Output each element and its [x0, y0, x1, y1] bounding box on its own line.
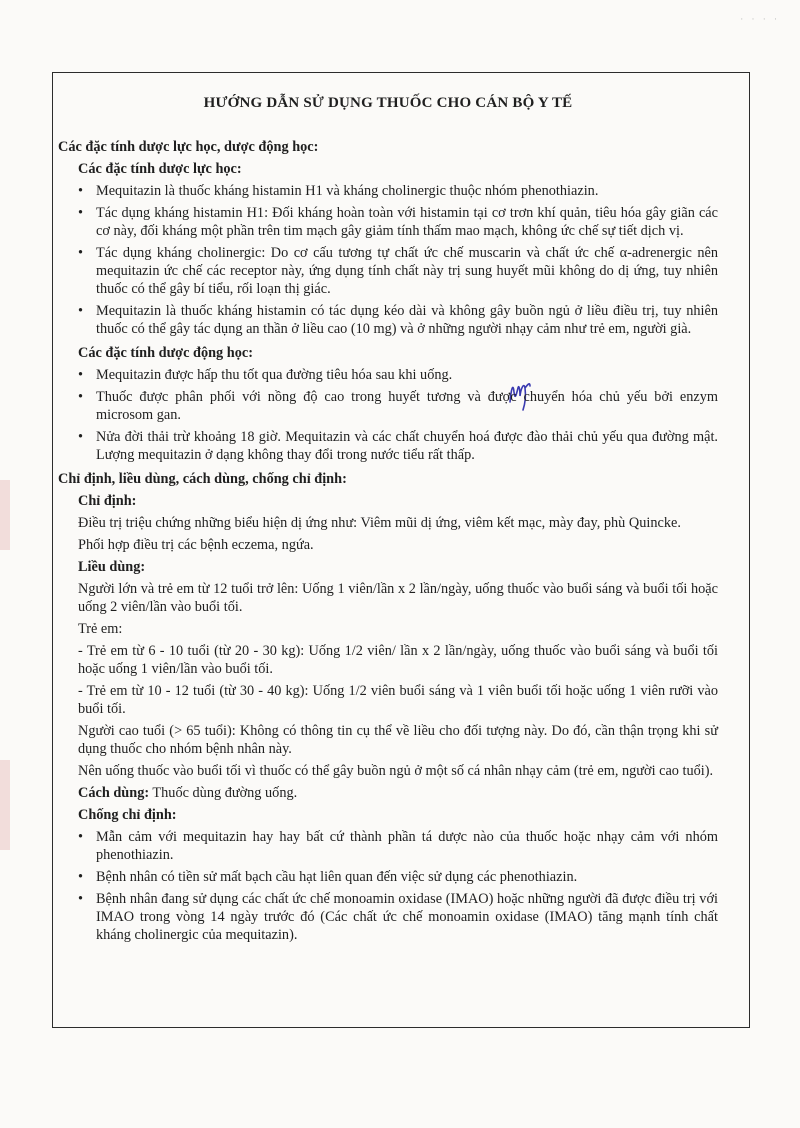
contraindications-list [58, 828, 718, 944]
list-item: • Bệnh nhân có tiền sử mất bạch cầu hạt liên quan đến việc sử dụng các phenothiazin. [58, 868, 718, 886]
subheading-contraindications: Chống chỉ định: [78, 807, 177, 823]
list-item: • Mẫn cảm với mequitazin hay hay bất cứ thành phần tá dược nào của thuốc hoặc nhạy cảm với nhóm phenothiazin. [58, 828, 718, 864]
section-heading-pharmacology: Các đặc tính dược lực học, dược động học: [58, 139, 319, 155]
paragraph: Trẻ em: [78, 621, 123, 637]
administration-label: Cách dùng: [78, 785, 150, 801]
list-item: • Mequitazin là thuốc kháng histamin có tác dụng kéo dài và không gây buồn ngủ ở liều điều trị, tuy nhiên thuốc có thể gây tác dụng an thần ở liều cao (10 mg) và ở những người nhạy cảm như trẻ em, người già. [58, 302, 718, 338]
document-title: HƯỚNG DẪN SỬ DỤNG THUỐC CHO CÁN BỘ Y TẾ [203, 95, 573, 111]
pharmacodynamics-list [58, 182, 718, 338]
list-item: • Thuốc được phân phối với nồng độ cao trong huyết tương và được chuyển hóa chủ yếu bởi enzym microsom gan. [58, 388, 718, 424]
list-item: • Tác dụng kháng histamin H1: Đối kháng hoàn toàn với histamin tại cơ trơn khí quản, tiêu hóa gây giãn các cơ này, đối kháng một phần trên tim mạch gây giảm tính thấm mao mạch, không ức chế sự tiết dịch vị. [58, 204, 718, 240]
list-item: • Bệnh nhân đang sử dụng các chất ức chế monoamin oxidase (IMAO) hoặc những người đã được điều trị với IMAO trong vòng 14 ngày trước đó (Các chất ức chế monoamin oxidase (IMAO) tăng mạnh tính chất kháng cholinergic của mequitazin). [58, 890, 718, 944]
administration-text: Thuốc dùng đường uống. [149, 785, 298, 801]
subheading-dosage: Liều dùng: [78, 559, 146, 575]
list-item: • Mequitazin là thuốc kháng histamin H1 và kháng cholinergic thuộc nhóm phenothiazin. [58, 182, 718, 200]
paragraph: - Trẻ em từ 6 - 10 tuổi (từ 20 - 30 kg): Uống 1/2 viên/ lần x 2 lần/ngày, uống thuốc vào buổi sáng và buổi tối hoặc uống 1 viên/lần vào buổi tối. [78, 643, 718, 677]
list-item: • Tác dụng kháng cholinergic: Do cơ cấu tương tự chất ức chế muscarin và chất ức chế α-adrenergic nên mequitazin ức chế các receptor này, ứng dụng tính chất này trị sung huyết mũi không do dị ứng, tuy nhiên thuốc có thể gây bí tiểu, rối loạn thị giác. [58, 244, 718, 298]
red-stain-mark [0, 760, 10, 850]
red-stain-mark [0, 480, 10, 550]
subheading-pharmacodynamics: Các đặc tính dược lực học: [78, 161, 242, 177]
scan-marks: · · · · [740, 14, 780, 24]
paragraph: Người cao tuổi (> 65 tuổi): Không có thông tin cụ thể về liều cho đối tượng này. Do đó, cần thận trọng khi sử dụng thuốc cho nhóm bệnh nhân này. [78, 723, 718, 757]
paragraph: Phối hợp điều trị các bệnh eczema, ngứa. [78, 537, 314, 553]
pharmacokinetics-list [58, 366, 718, 464]
administration-line [78, 784, 718, 802]
subheading-indications: Chỉ định: [78, 493, 137, 509]
paragraph: Người lớn và trẻ em từ 12 tuổi trở lên: Uống 1 viên/lần x 2 lần/ngày, uống thuốc vào buổi sáng và buổi tối hoặc uống 2 viên/lần vào buổi tối. [78, 581, 718, 615]
section-heading-usage: Chỉ định, liều dùng, cách dùng, chống chỉ định: [58, 471, 347, 487]
list-item: • Nửa đời thải trừ khoảng 18 giờ. Mequitazin và các chất chuyển hoá được đào thải chủ yếu qua đường mật. Lượng mequitazin ở dạng không thay đổi trong nước tiểu rất thấp. [58, 428, 718, 464]
paragraph: Nên uống thuốc vào buổi tối vì thuốc có thể gây buồn ngủ ở một số cá nhân nhạy cảm (trẻ em, người cao tuổi). [78, 763, 714, 779]
document-body [58, 94, 718, 950]
paragraph: Điều trị triệu chứng những biểu hiện dị ứng như: Viêm mũi dị ứng, viêm kết mạc, mày đay, phù Quincke. [78, 515, 681, 531]
subheading-pharmacokinetics: Các đặc tính dược động học: [78, 345, 253, 361]
paragraph: - Trẻ em từ 10 - 12 tuổi (từ 30 - 40 kg): Uống 1/2 viên buổi sáng và 1 viên buổi tối hoặc uống 1 viên rưỡi vào buổi tối. [78, 683, 718, 717]
list-item: • Mequitazin được hấp thu tốt qua đường tiêu hóa sau khi uống. [58, 366, 718, 384]
